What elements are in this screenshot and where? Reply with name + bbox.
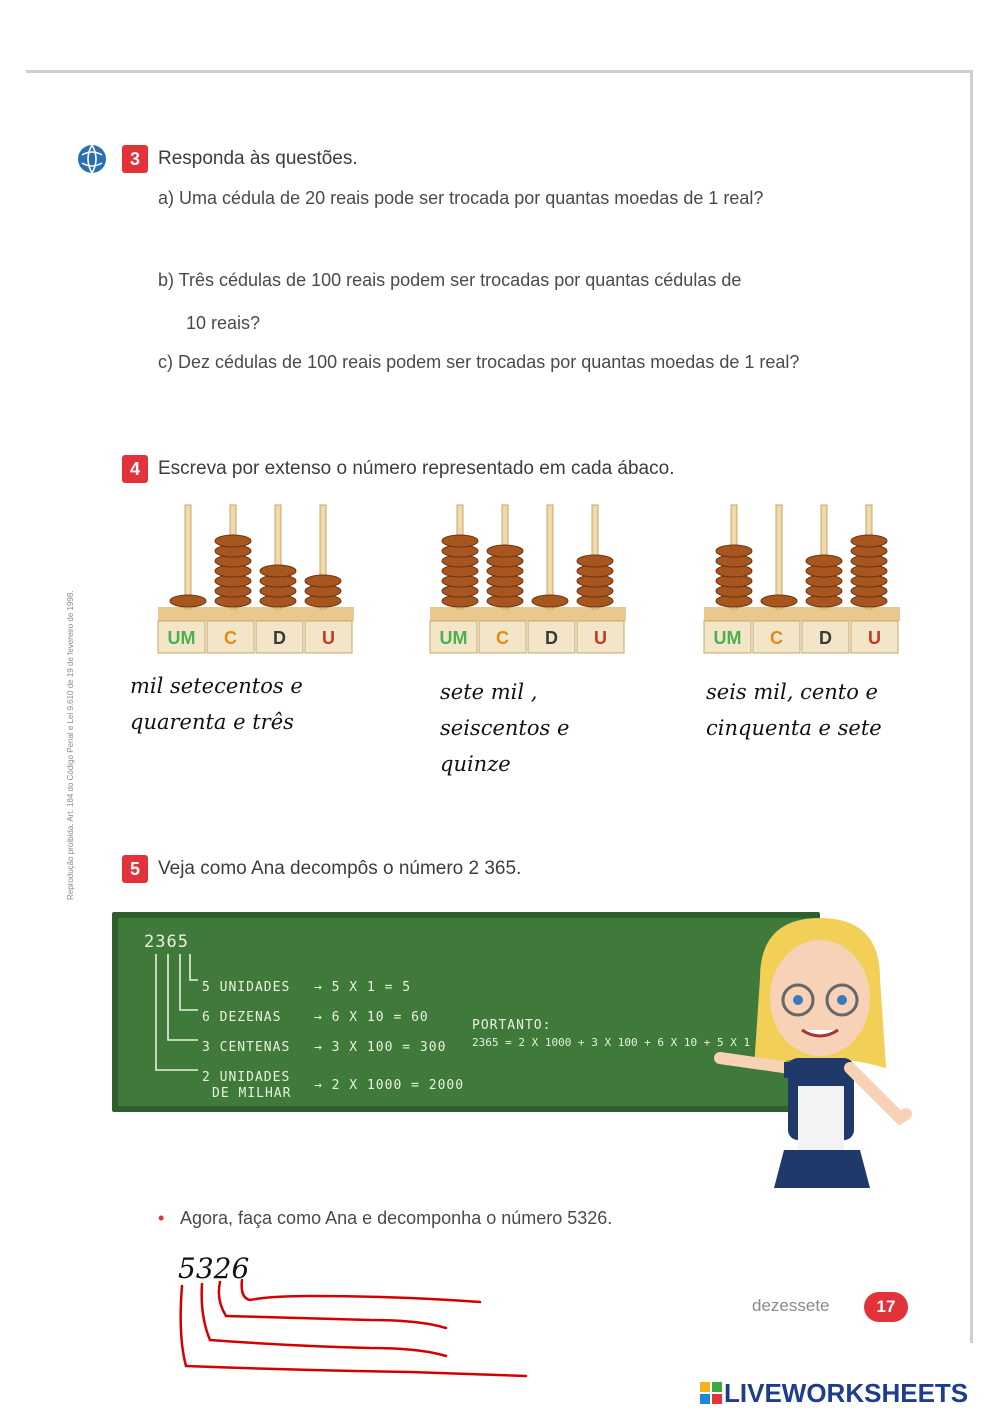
- board-row-thousands-b: DE MILHAR: [212, 1086, 292, 1101]
- abacus-bead: [761, 595, 797, 607]
- question-4-number: 4: [122, 455, 148, 483]
- answer-2-line3: quinze: [440, 752, 511, 776]
- answer-1[interactable]: [130, 668, 390, 740]
- board-row-tens: 6 DEZENAS: [202, 1010, 282, 1025]
- copyright-side-note: Reprodução proibida. Art. 184 do Código Penal e Lei 9.610 de 19 de fevereiro de 1998.: [66, 590, 75, 900]
- abacus-place-label: C: [770, 628, 783, 648]
- liveworksheets-logo: [700, 1378, 968, 1409]
- answer-3-line2: cinquenta e sete: [706, 716, 882, 740]
- abacus-bead: [851, 535, 887, 547]
- abacus-rod: [776, 505, 782, 609]
- abacus-rod: [547, 505, 553, 609]
- abacus-area: [0, 495, 1000, 665]
- answer-2-line2: seiscentos e: [440, 716, 570, 740]
- board-formula: 2365 = 2 X 1000 + 3 X 100 + 6 X 10 + 5 X 1: [472, 1036, 751, 1049]
- board-row-tens-calc: → 6 X 10 = 60: [314, 1010, 429, 1025]
- abacus-bead: [260, 565, 296, 577]
- question-3c: c) Dez cédulas de 100 reais podem ser trocadas por quantas moedas de 1 real?: [158, 352, 800, 372]
- abacus-place-label: UM: [439, 628, 468, 648]
- abacus-bead: [577, 555, 613, 567]
- question-4-title: Escreva por extenso o número representado em cada ábaco.: [158, 458, 675, 479]
- abacus-bead: [170, 595, 206, 607]
- question-5-instruction: Agora, faça como Ana e decomponha o número 5326.: [180, 1208, 613, 1228]
- girl-illustration: [700, 918, 930, 1218]
- question-3a: a) Uma cédula de 20 reais pode ser trocada por quantas moedas de 1 real?: [158, 188, 764, 208]
- abacus-1: [158, 505, 354, 653]
- red-decomposition-lines[interactable]: [170, 1276, 550, 1386]
- abacus-rod: [185, 505, 191, 609]
- abacus-bead: [532, 595, 568, 607]
- abacus-bead: [487, 545, 523, 557]
- abacus-bead: [716, 545, 752, 557]
- globe-icon: [76, 143, 108, 175]
- answer-3[interactable]: [706, 674, 966, 746]
- board-row-thousands-a: 2 UNIDADES: [202, 1070, 291, 1085]
- answer-2-line1: sete mil ,: [440, 680, 538, 704]
- abacus-place-label: D: [545, 628, 558, 648]
- question-5-number: 5: [122, 855, 148, 883]
- board-row-units-calc: → 5 X 1 = 5: [314, 980, 412, 995]
- board-number: 2365: [144, 932, 189, 952]
- abacus-place-label: U: [322, 628, 335, 648]
- abacus-place-label: U: [868, 628, 881, 648]
- board-portanto: PORTANTO:: [472, 1018, 552, 1033]
- question-3b-line1: b) Três cédulas de 100 reais podem ser trocadas por quantas cédulas de: [158, 270, 742, 290]
- board-row-units: 5 UNIDADES: [202, 980, 291, 995]
- abacus-place-label: UM: [713, 628, 742, 648]
- board-row-hundreds: 3 CENTENAS: [202, 1040, 291, 1055]
- abacus-bead: [305, 575, 341, 587]
- page-word: dezessete: [752, 1296, 830, 1315]
- answer-1-line1: mil setecentos e: [130, 674, 303, 698]
- logo-text: LIVEWORKSHEETS: [724, 1378, 969, 1408]
- question-3b-line2: 10 reais?: [186, 313, 261, 333]
- answer-3-line1: seis mil, cento e: [706, 680, 878, 704]
- student-number[interactable]: 5326: [178, 1252, 250, 1285]
- abacus-place-label: UM: [167, 628, 196, 648]
- board-row-thousands-calc: → 2 X 1000 = 2000: [314, 1078, 465, 1093]
- abacus-place-label: C: [224, 628, 237, 648]
- abacus-bead: [806, 555, 842, 567]
- board-row-hundreds-calc: → 3 X 100 = 300: [314, 1040, 447, 1055]
- question-3-number: 3: [122, 145, 148, 173]
- answer-1-line2: quarenta e três: [130, 710, 294, 734]
- abacus-place-label: U: [594, 628, 607, 648]
- answer-2[interactable]: [440, 674, 680, 782]
- abacus-bead: [215, 535, 251, 547]
- abacus-bead: [442, 535, 478, 547]
- page-number-badge: 17: [864, 1292, 908, 1322]
- question-5-title: Veja como Ana decompôs o número 2 365.: [158, 858, 522, 879]
- logo-mark-icon: [700, 1380, 722, 1402]
- abacus-2: [430, 505, 626, 653]
- abacus-3: [704, 505, 900, 653]
- abacus-place-label: D: [819, 628, 832, 648]
- board-brackets: [146, 954, 206, 1094]
- abacus-place-label: D: [273, 628, 286, 648]
- abacus-place-label: C: [496, 628, 509, 648]
- question-3-title: Responda às questões.: [158, 148, 358, 169]
- instruction-bullet: •: [158, 1208, 165, 1228]
